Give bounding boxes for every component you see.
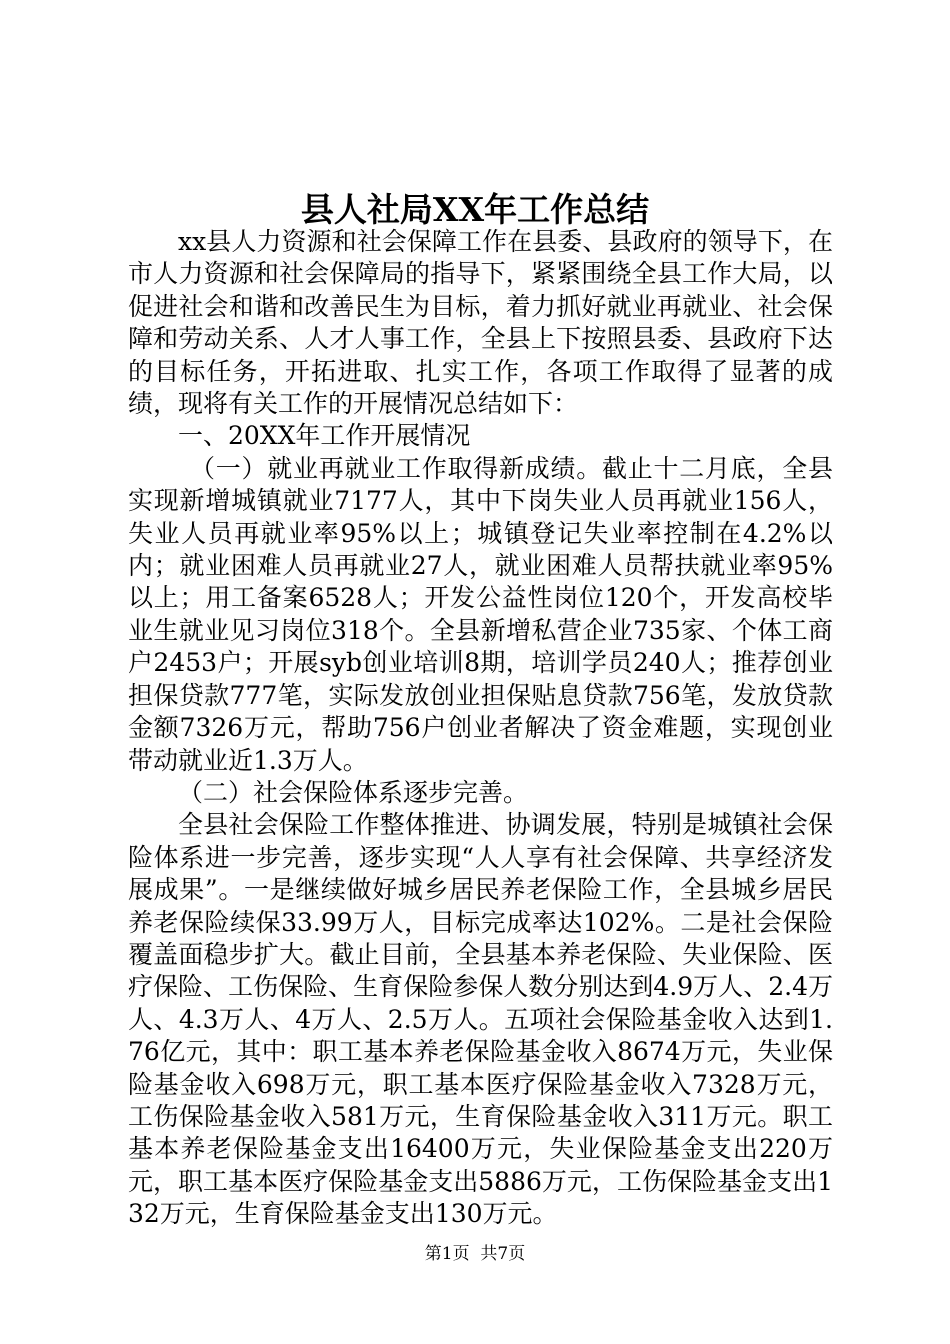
section-heading: 一、20XX年工作开展情况 xyxy=(178,421,471,451)
social-insurance-paragraph: 全县社会保险工作整体推进、协调发展，特别是城镇社会保险体系进一步完善，逐步实现“人人享有社会保障、共享经济发展成果”。一是继续做好城乡居民养老保险工作，全县城乡居民养老保险续保33.99万人，目标完成率达102%。二是社会保险覆盖面稳步扩大。截止目前，全县基本养老保险、失业保险、医疗保险、工伤保险、生育保险参保人数分别达到4.9万人、2.4万人、4.3万人、4万人、2.5万人。五项社会保险基金收入达到1.76亿元，其中：职工基本养老保险基金收入8674万元，失业保险基金收入698万元，职工基本医疗保险基金收入7328万元，工伤保险基金收入581万元，生育保险基金收入311万元。职工基本养老保险基金支出16400万元，失业保险基金支出220万元，职工基本医疗保险基金支出5886万元，工伤保险基金支出132万元，生育保险基金支出130万元。 xyxy=(128,810,833,1229)
intro-paragraph: xx县人力资源和社会保障工作在县委、县政府的领导下，在市人力资源和社会保障局的指导下，紧紧围绕全县工作大局，以促进社会和谐和改善民生为目标，着力抓好就业再就业、社会保障和劳动关系、人才人事工作，全县上下按照县委、县政府下达的目标任务，开拓进取、扎实工作，各项工作取得了显著的成绩，现将有关工作的开展情况总结如下： xyxy=(128,227,833,419)
employment-paragraph: （一）就业再就业工作取得新成绩。截止十二月底，全县实现新增城镇就业7177人，其中下岗失业人员再就业156人，失业人员再就业率95%以上；城镇登记失业率控制在4.2%以内；就业困难人员再就业27人，就业困难人员帮扶就业率95%以上；用工备案6528人；开发公益性岗位120个，开发高校毕业生就业见习岗位318个。全县新增私营企业735家、个体工商户2453户；开展syb创业培训8期，培训学员240人；推荐创业担保贷款777笔，实际发放创业担保贴息贷款756笔，发放贷款金额7326万元，帮助756户创业者解决了资金难题，实现创业带动就业近1.3万人。 xyxy=(128,453,833,775)
document-title: 县人社局XX年工作总结 xyxy=(300,190,650,229)
document-body xyxy=(128,226,833,1231)
subsection-heading: （二）社会保险体系逐步完善。 xyxy=(178,777,529,807)
page-footer: 第1页 共7页 xyxy=(424,1244,526,1264)
